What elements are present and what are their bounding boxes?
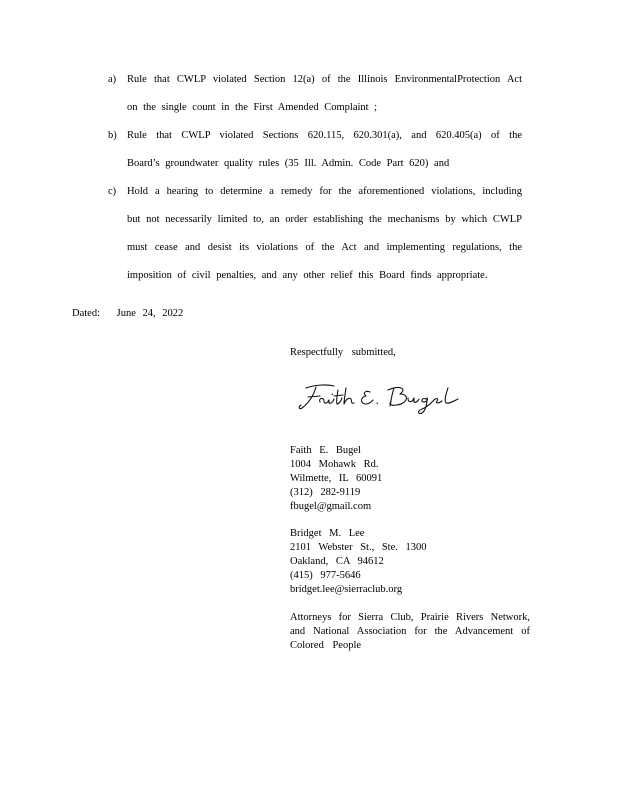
handwritten-signature: [296, 380, 476, 416]
text-line: but not necessarily limited to, an order establishing the mechanisms by which CWLP: [127, 214, 522, 225]
list-marker: c): [108, 186, 117, 197]
signer-address-line1: 2101 Webster St., Ste. 1300: [290, 542, 427, 553]
text-line: Rule that CWLP violated Section 12(a) of the Illinois EnvironmentalProtection Act: [127, 74, 522, 85]
date-value: June 24, 2022: [116, 308, 184, 319]
signer-phone: (312) 282-9119: [290, 487, 361, 498]
signer-block-1: [290, 444, 382, 514]
date-line: [72, 307, 183, 321]
list-marker: a): [108, 74, 117, 85]
text-line: imposition of civil penalties, and any other relief this Board finds appropriate.: [127, 270, 488, 281]
text-line: Attorneys for Sierra Club, Prairie Rivers Network,: [290, 612, 530, 623]
signer-email: bridget.lee@sierraclub.org: [290, 584, 403, 595]
list-marker: b): [108, 130, 117, 141]
attorneys-for-statement: [290, 611, 530, 653]
text-line: Board’s groundwater quality rules (35 Ill. Admin. Code Part 620) and: [127, 158, 450, 169]
text-line: on the single count in the First Amended Complaint ;: [127, 102, 378, 113]
signer-address-line2: Oakland, CA 94612: [290, 556, 384, 567]
signer-address-line1: 1004 Mohawk Rd.: [290, 459, 379, 470]
relief-item-text: [127, 178, 522, 290]
dated-label: Dated:: [72, 308, 100, 319]
signer-address-line2: Wilmette, IL 60091: [290, 473, 383, 484]
signer-block-2: [290, 527, 427, 597]
signer-phone: (415) 977-5646: [290, 570, 361, 581]
text-line: must cease and desist its violations of the Act and implementing regulations, the: [127, 242, 522, 253]
signer-name: Faith E. Bugel: [290, 445, 361, 456]
text-line: Rule that CWLP violated Sections 620.115, 620.301(a), and 620.405(a) of the: [127, 130, 522, 141]
relief-item-text: [127, 122, 522, 178]
text-line: Colored People: [290, 640, 362, 651]
relief-item-text: [127, 66, 522, 122]
text-line: Hold a hearing to determine a remedy for the aforementioned violations, including: [127, 186, 522, 197]
signer-email: fbugel@gmail.com: [290, 501, 372, 512]
text-line: and National Association for the Advancement of: [290, 626, 530, 637]
signer-name: Bridget M. Lee: [290, 528, 365, 539]
closing-text: Respectfully submitted,: [290, 347, 396, 358]
